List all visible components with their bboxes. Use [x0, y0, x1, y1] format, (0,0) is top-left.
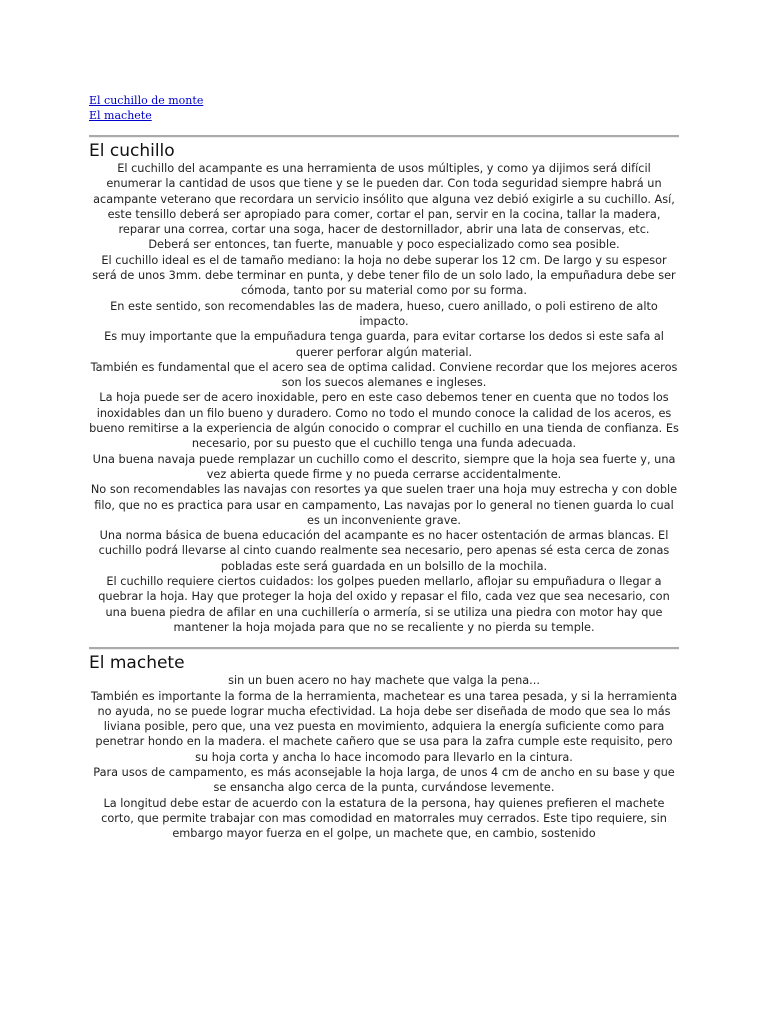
paragraph: También es importante la forma de la herramienta, machetear es una tarea pesada, y si la herramienta no ayuda, no se puede lograr mucha efectividad. La hoja debe ser diseñada de modo que sea lo más liviana posible, pero que, una vez puesta en movimiento, adquiera la energía suficiente como para penetrar hondo en la madera. el machete cañero que se usa para la zafra cumple este requisito, pero su hoja corta y ancha lo hace incomodo para llevarlo en la cintura. [90, 689, 678, 764]
document-page [89, 93, 679, 841]
paragraph: La hoja puede ser de acero inoxidable, pero en este caso debemos tener en cuenta que no todos los inoxidables dan un filo bueno y duradero. Como no todo el mundo conoce la calidad de los aceros, es bueno remitirse a la experiencia de algún conocido o comprar el cuchillo en una tienda de confianza. Es necesario, por su puesto que el cuchillo tenga una funda adecuada. [89, 391, 679, 451]
paragraph: El cuchillo ideal es el de tamaño mediano: la hoja no debe superar los 12 cm. De largo y su espesor será de unos 3mm. debe terminar en punta, y debe tener filo de un solo lado, la empuñadura debe ser cómoda, tanto por su material como por su forma. [92, 253, 676, 298]
toc-link-machete[interactable]: El machete [89, 109, 152, 122]
paragraph: En este sentido, son recomendables las de madera, hueso, cuero anillado, o poli estireno de alto impacto. [110, 299, 658, 328]
paragraph: Una norma básica de buena educación del acampante es no hacer ostentación de armas blancas. El cuchillo podrá llevarse al cinto cuando realmente sea necesario, pero apenas sé esta cerca de zonas pobladas este será guardada en un bolsillo de la mochila. [98, 529, 670, 573]
paragraph: Es muy importante que la empuñadura tenga guarda, para evitar cortarse los dedos si este safa al querer perforar algún material. [104, 330, 664, 359]
paragraph: sin un buen acero no hay machete que valga la pena... [228, 674, 540, 688]
paragraph: El cuchillo del acampante es una herramienta de usos múltiples, y como ya dijimos será difícil enumerar la cantidad de usos que tiene y se le pueden dar. Con toda seguridad siempre habrá un acampante veterano que recordara un servicio insólito que alguna vez debió exigirle a su cuchillo. Así, este tensillo deberá ser apropiado para comer, cortar el pan, servir en la cocina, tallar la madera, reparar una correa, cortar una soga, hacer de destornillador, abrir una lata de conservas, etc. [93, 162, 675, 237]
table-of-contents [89, 93, 679, 123]
paragraph: Deberá ser entonces, tan fuerte, manuable y poco especializado como sea posible. [148, 238, 620, 252]
paragraph: Una buena navaja puede remplazar un cuchillo como el descrito, siempre que la hoja sea fuerte y, una vez abierta quede firme y no pueda cerrarse accidentalmente. [92, 452, 676, 481]
paragraph: La longitud debe estar de acuerdo con la estatura de la persona, hay quienes prefieren el machete corto, que permite trabajar con mas comodidad en matorrales muy cerrados. Este tipo requiere, sin embargo mayor fuerza en el golpe, un machete que, en cambio, sostenido [101, 796, 667, 841]
section-cuchillo [89, 141, 679, 635]
paragraph: El cuchillo requiere ciertos cuidados: los golpes pueden mellarlo, aflojar su empuñadura o llegar a quebrar la hoja. Hay que proteger la hoja del oxido y repasar el filo, cada vez que sea necesario, con una buena piedra de afilar en una cuchillería o armería, si se utiliza una piedra con motor hay que mantener la hoja mojada para que no se recaliente y no pierda su temple. [98, 575, 670, 634]
section-heading: El machete [89, 653, 185, 674]
section-machete [89, 653, 679, 841]
section-divider [89, 135, 679, 138]
paragraph: No son recomendables las navajas con resortes ya que suelen traer una hoja muy estrecha y con doble filo, que no es practica para usar en campamento, Las navajas por lo general no tienen guarda lo cual es un inconveniente grave. [90, 483, 678, 527]
paragraph: También es fundamental que el acero sea de optima calidad. Conviene recordar que los mejores aceros son los suecos alemanes e ingleses. [90, 360, 678, 390]
paragraph: Para usos de campamento, es más aconsejable la hoja larga, de unos 4 cm de ancho en su base y que se ensancha algo cerca de la punta, curvándose levemente. [93, 765, 675, 795]
section-divider [89, 647, 679, 650]
toc-link-cuchillo-de-monte[interactable]: El cuchillo de monte [89, 94, 204, 107]
section-heading: El cuchillo [89, 141, 175, 161]
